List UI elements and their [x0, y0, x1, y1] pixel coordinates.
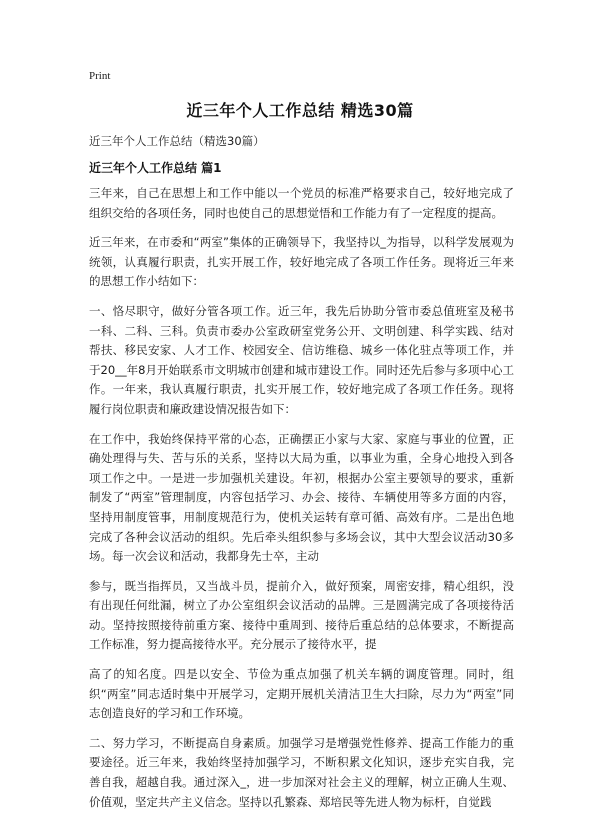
paragraph-4: 在工作中，我始终保持平常的心态，正确摆正小家与大家、家庭与事业的位置，正确处理得与失、苦与乐的关系，坚持以大局为重，以事业为重，全身心地投入到各项工作之中。一是进一步加强机关建设。年初，根据办公室主要领导的要求，重新制发了“两室”管理制度，内容包括学习、办会、接待、车辆使用等多方面的内容，坚持用制度管事，用制度规范行为，使机关运转有章可循、高效有序。二是出色地完成了各种会议活动的组织。先后牵头组织参与多场会议，其中大型会议活动30多场。每一次会议和活动，我都身先士卒，主动 — [89, 431, 514, 564]
paragraph-5: 参与，既当指挥员，又当战斗员，提前介入，做好预案，周密安排，精心组织，没有出现任何纰漏，树立了办公室组织会议活动的品牌。三是圆满完成了各项接待活动。坚持按照接待前重方案、接待中重周到、接待后重总结的总体要求，不断提高工作标准，努力提高接待水平。充分展示了接待水平，提 — [89, 578, 514, 652]
document-body — [89, 184, 514, 822]
paragraph-3: 一、恪尽职守，做好分管各项工作。近三年，我先后协助分管市委总值班室及秘书一科、二科、三科。负责市委办公室政研室党务公开、文明创建、科学实践、结对帮扶、移民安家、人才工作、校园安全、信访维稳、城乡一体化驻点等项工作，并于20__年8月开始联系市文明城市创建和城市建设工作。同时还先后参与多项中心工作。一年来，我认真履行职责，扎实开展工作，较好地完成了各项工作任务。现将履行岗位职责和廉政建设情况报告如下： — [89, 303, 514, 416]
paragraph-6: 高了的知名度。四是以安全、节俭为重点加强了机关车辆的调度管理。同时，组织“两室”同志适时集中开展学习，定期开展机关清洁卫生大扫除，尽力为“两室”同志创造良好的学习和工作环境。 — [89, 667, 514, 721]
document-subtitle: 近三年个人工作总结（精选30篇） — [89, 134, 265, 148]
section-heading: 近三年个人工作总结 篇1 — [89, 161, 222, 175]
print-link[interactable]: Print — [89, 70, 111, 82]
paragraph-2: 近三年来，在市委和“两室”集体的正确领导下，我坚持以_为指导，以科学发展观为统领，认真履行职责，扎实开展工作，较好地完成了各项工作任务。现将近三年来的思想工作小结如下： — [89, 235, 514, 289]
page-title: 近三年个人工作总结 精选30篇 — [186, 101, 414, 120]
paragraph-7: 二、努力学习，不断提高自身素质。加强学习是增强党性修养、提高工作能力的重要途径。近三年来，我始终坚持加强学习，不断积累文化知识，逐步充实自我，完善自我，超越自我。通过深入_，进一步加深对社会主义的理解，树立正确人生观、价值观，坚定共产主义信念。坚持以孔繁森、郑培民等先进人物为标杆，自觉践 — [89, 735, 514, 809]
paragraph-1: 三年来，自己在思想上和工作中能以一个党员的标准严格要求自己，较好地完成了组织交给的各项任务，同时也使自己的思想觉悟和工作能力有了一定程度的提高。 — [89, 186, 514, 220]
